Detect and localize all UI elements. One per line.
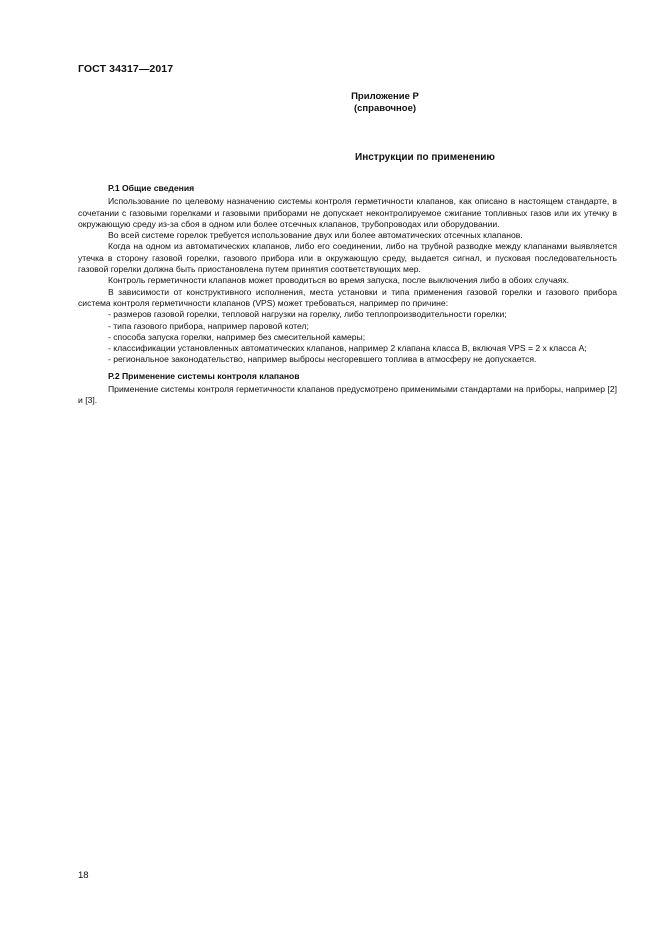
document-title bbox=[78, 152, 618, 163]
paragraph: Во всей системе горелок требуется использование двух или более автоматических отсечных клапанов. bbox=[108, 230, 523, 241]
paragraph: Когда на одном из автоматических клапанов, либо его соединении, либо на трубной разводке между клапанами выявляется утечка в сторону газовой горелки, газового прибора или в окружающую среду, выдается сигнал, и пусковая последовательность газовой горелки должна быть приостановлена путем принятия соответствующих мер. bbox=[78, 241, 617, 275]
list-item: - классификации установленных автоматических клапанов, например 2 клапана класса B, включая VPS = 2 x класса А; bbox=[108, 343, 587, 354]
paragraph: В зависимости от конструктивного исполнения, места установки и типа применения газовой горелки и газового прибора система контроля герметичности клапанов (VPS) может требоваться, например по причине: bbox=[78, 286, 617, 308]
section-heading-1: Р.1 Общие сведения bbox=[108, 183, 195, 193]
list-item: - способа запуска горелки, например без смесительной камеры; bbox=[108, 331, 366, 342]
annex-subtitle: (справочное) bbox=[353, 103, 417, 114]
section-heading-2: Р.2 Применение системы контроля клапанов bbox=[108, 370, 300, 381]
document-title-text: Инструкции по применению bbox=[355, 152, 495, 163]
annex-header bbox=[78, 91, 618, 115]
document-body bbox=[78, 183, 617, 407]
list-item: - размеров газовой горелки, тепловой нагрузки на горелку, либо теплопроизводительности горелки; bbox=[108, 309, 507, 320]
list-item: - типа газового прибора, например паровой котел; bbox=[108, 320, 309, 331]
document-code: ГОСТ 34317—2017 bbox=[78, 63, 174, 75]
annex-title: Приложение Р bbox=[351, 91, 419, 102]
paragraph: Применение системы контроля герметичности клапанов предусмотрено применимыми стандартами на приборы, например [2] и [3]. bbox=[78, 384, 617, 406]
paragraph: Использование по целевому назначению системы контроля герметичности клапанов, как описано в настоящем стандарте, в сочетании с газовыми горелками и газовыми приборами не допускает неконтролируемое сжигание топливных газов или их утечку в окружающую среду из-за сбоя в одном или более отсечных клапанов, трубопроводах или оборудовании. bbox=[78, 196, 617, 229]
paragraph: Контроль герметичности клапанов может проводиться во время запуска, после выключения либо в обоих случаях. bbox=[108, 275, 570, 286]
page-number: 18 bbox=[78, 870, 89, 881]
list-item: - региональное законодательство, например выбросы несгоревшего топлива в атмосферу не допускается. bbox=[108, 354, 537, 365]
